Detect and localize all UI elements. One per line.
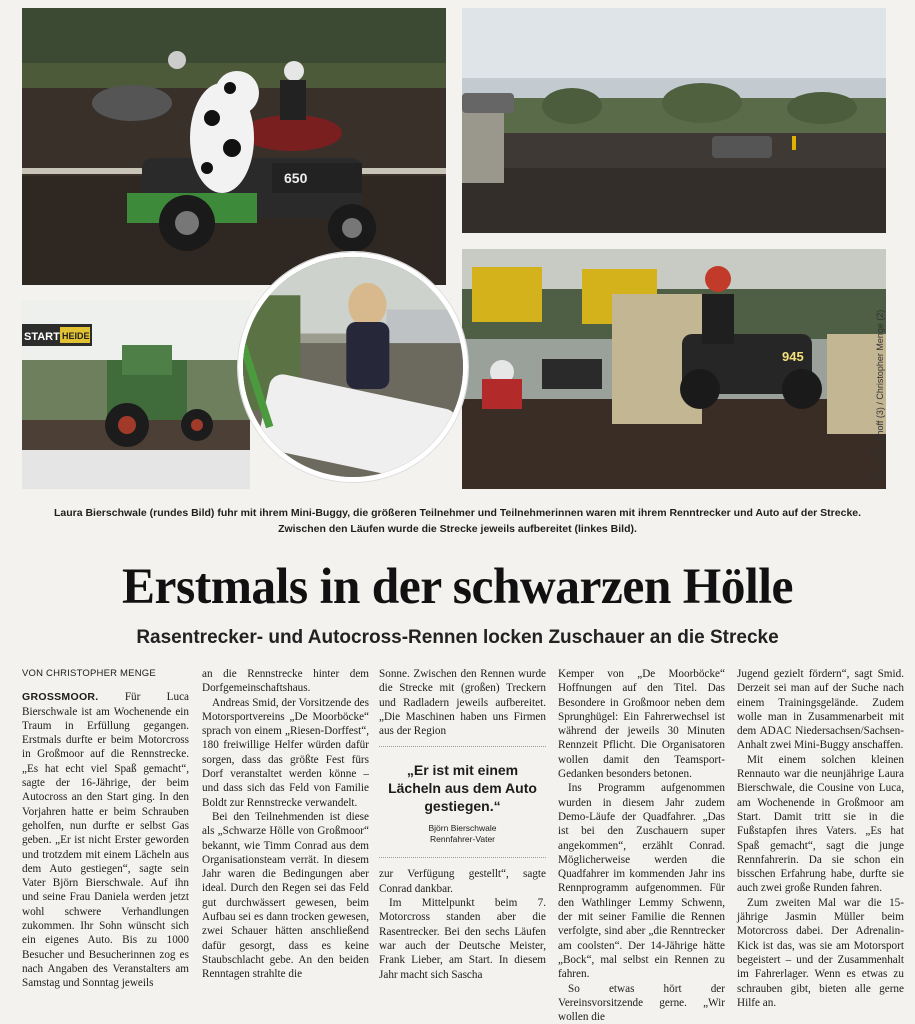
mower-number: 650: [284, 170, 308, 186]
headline: Erstmals in der schwarzen Hölle: [121, 559, 794, 615]
photo-track-overview: [462, 8, 886, 233]
paragraph: Jugend gezielt fördern“, sagt Smid. Derzeit sei man auf der Suche nach einem Trainingsgelände. Zudem wolle man in Zusammenarbeit mit dem ADAC Niedersachsen/Sachsen-Anhalt zwei Mini-Buggy anschaffen.: [737, 668, 904, 752]
dateline: GROSSMOOR.: [22, 691, 99, 704]
paragraph: Im Mittelpunkt beim 7. Motorcross standen aber die Rasentrecker. Bei den sechs Läufen war auch der Deutsche Meister, Frank Lieber, am Start. In diesem Jahr macht sich Sascha: [379, 897, 546, 981]
paragraph: Bei den Teilnehmenden ist diese als „Schwarze Hölle von Großmoor“ bekannt, wie Timm Conrad aus dem Organisationsteam verrät. In diesem Jahr waren die Bedingungen aber ideal. Durch den Regen sei das Feld gut durchwässert gewesen, beim Aufbau sei es dann trocken gewesen, zwei Schauer hätten anschließend dafür gesorgt, dass es keine Staubschlacht gebe. An den beiden Renntagen strahlte die: [202, 810, 369, 981]
paragraph: Ins Programm aufgenommen wurden in diesem Jahr zudem Demo-Läufe der Quadfahrer. „Das ist bei den Zuschauern super angekommen“, erzählt Conrad. Möglicherweise werden die Quadfahrer im kommenden Jahr ins Rennprogramm aufgenommen. Für den Wathlinger Lemmy Schwenn, der mit seiner Familie die Rennen verfolgte, sind aber „die Renntrecker am coolsten“. Der 14-Jährige hätte „Bock“, mal selbst ein Rennen zu fahren.: [558, 782, 725, 981]
photo-credit: David Borghoff (3) / Christopher Menge (2): [875, 309, 885, 480]
photo-tractor-start: [22, 300, 250, 489]
paragraph: an die Rennstrecke hinter dem Dorfgemeinschaftshaus.: [202, 668, 369, 695]
pull-quote-name: Björn Bierschwale: [428, 823, 497, 834]
paragraph: zur Verfügung gestellt“, sagte Conrad dankbar.: [379, 868, 546, 895]
article-column-4: [558, 667, 725, 1024]
paragraph: Andreas Smid, der Vorsitzende des Motorsportvereins „De Moorböcke“ sprach von einem „Riesen-Dorffest“, 180 freiwillige Helfer würden dafür sorgen, dass das größte Fest fürs Dorf veranstaltet werden könne – und dass sich das Feld von Familie Boldt zur Rennstrecke verwandelt.: [202, 696, 369, 809]
paragraph: [22, 690, 189, 990]
paragraph: Zum zweiten Mal war die 15-jährige Jasmin Müller beim Motorcross dabei. Der Adrenalin-Kick ist das, was sie am Motorsport begeistert – und der Zusammenhalt im Fahrerlager. Wenn es etwas zu schrauben gibt, bieten alle gerne Hilfe an.: [737, 896, 904, 1009]
photo-jumping-buggy: [462, 249, 886, 489]
article-column-1: [22, 667, 189, 991]
paragraph: So etwas hört der Vereinsvorsitzende gerne. „Wir wollen die: [558, 982, 725, 1024]
paragraph: Sonne. Zwischen den Rennen wurde die Strecke mit (großen) Treckern und Radladern jeweils aufbereitet. „Die Maschinen haben uns Firmen aus der Region: [379, 668, 546, 738]
article-column-5: [737, 667, 904, 1010]
subheadline: Rasentrecker- und Autocross-Rennen locken Zuschauer an die Strecke: [136, 627, 779, 648]
photo-mower-racer-cow-costume: [22, 8, 446, 285]
byline: VON CHRISTOPHER MENGE: [22, 668, 156, 679]
article-column-2: [202, 667, 369, 982]
pull-quote: [379, 746, 546, 858]
paragraph: Mit einem solchen kleinen Rennauto war die neunjährige Laura Bierschwale, die Cousine von Luca, am Wochenende in Großmoor am Start. Damit tritt sie in die Fußstapfen ihres Vaters. „Es hat Spaß gemacht“, sagt die junge Rennfahrerin. Da sie schon ein bisschen Erfahrung habe, durfte sie auch zwei große Runden fahren.: [737, 753, 904, 895]
buggy-number: 945: [782, 349, 804, 364]
paragraph: Kemper von „De Moorböcke“ Hoffnungen auf den Titel. Das Besondere in Großmoor neben dem Sprunghügel: Ein Fahrerwechsel ist während der jeweils 30 Minuten Rennzeit Pflicht. Die Organisatoren wollen damit den Teamsport-Gedanken besonders betonen.: [558, 668, 725, 781]
photo-caption: Laura Bierschwale (rundes Bild) fuhr mit ihrem Mini-Buggy, die größeren Teilnehmer und Teilnehmerinnen waren mit ihrem Renntrecker und Auto auf der Strecke. Zwischen den Läufen wurde die Strecke jeweils aufbereitet (linkes Bild).: [53, 507, 862, 535]
pull-quote-role: Rennfahrer-Vater: [429, 834, 496, 845]
banner-left: START: [24, 331, 60, 343]
article-column-3: [379, 667, 546, 982]
paragraph-text: Für Luca Bierschwale ist am Wochenende ein Traum in Erfüllung gegangen. Erstmals durfte er beim Motorcross in Großmoor auf die Rennstrecke. „Es hat echt viel Spaß gemacht“, sagte der 16-Jährige, der beim Autocross an den Start ging. In den Vorjahren hatte er beim Schrauben geholfen, nun durfte er selbst Gas geben. „Er ist nicht Erster geworden und trotzdem mit einem Lächeln aus dem Auto gestiegen“, sagte sein Vater Björn Bierschwale. Auf ihn und seine Frau Daniela werden jetzt wohl schwere Verhandlungen zukommen. Ihr Sohn wünscht sich ein eigenes Auto. Bis zu 1000 Besucher und Besucherinnen zog es nach Angaben des Veranstalters am Samstag und Sonntag jeweils: [22, 691, 190, 990]
photo-girl-mini-buggy: [238, 252, 468, 482]
banner-right: HEIDE: [62, 331, 90, 341]
pull-quote-text: „Er ist mit einem Lächeln aus dem Auto gestiegen.“: [388, 762, 537, 815]
